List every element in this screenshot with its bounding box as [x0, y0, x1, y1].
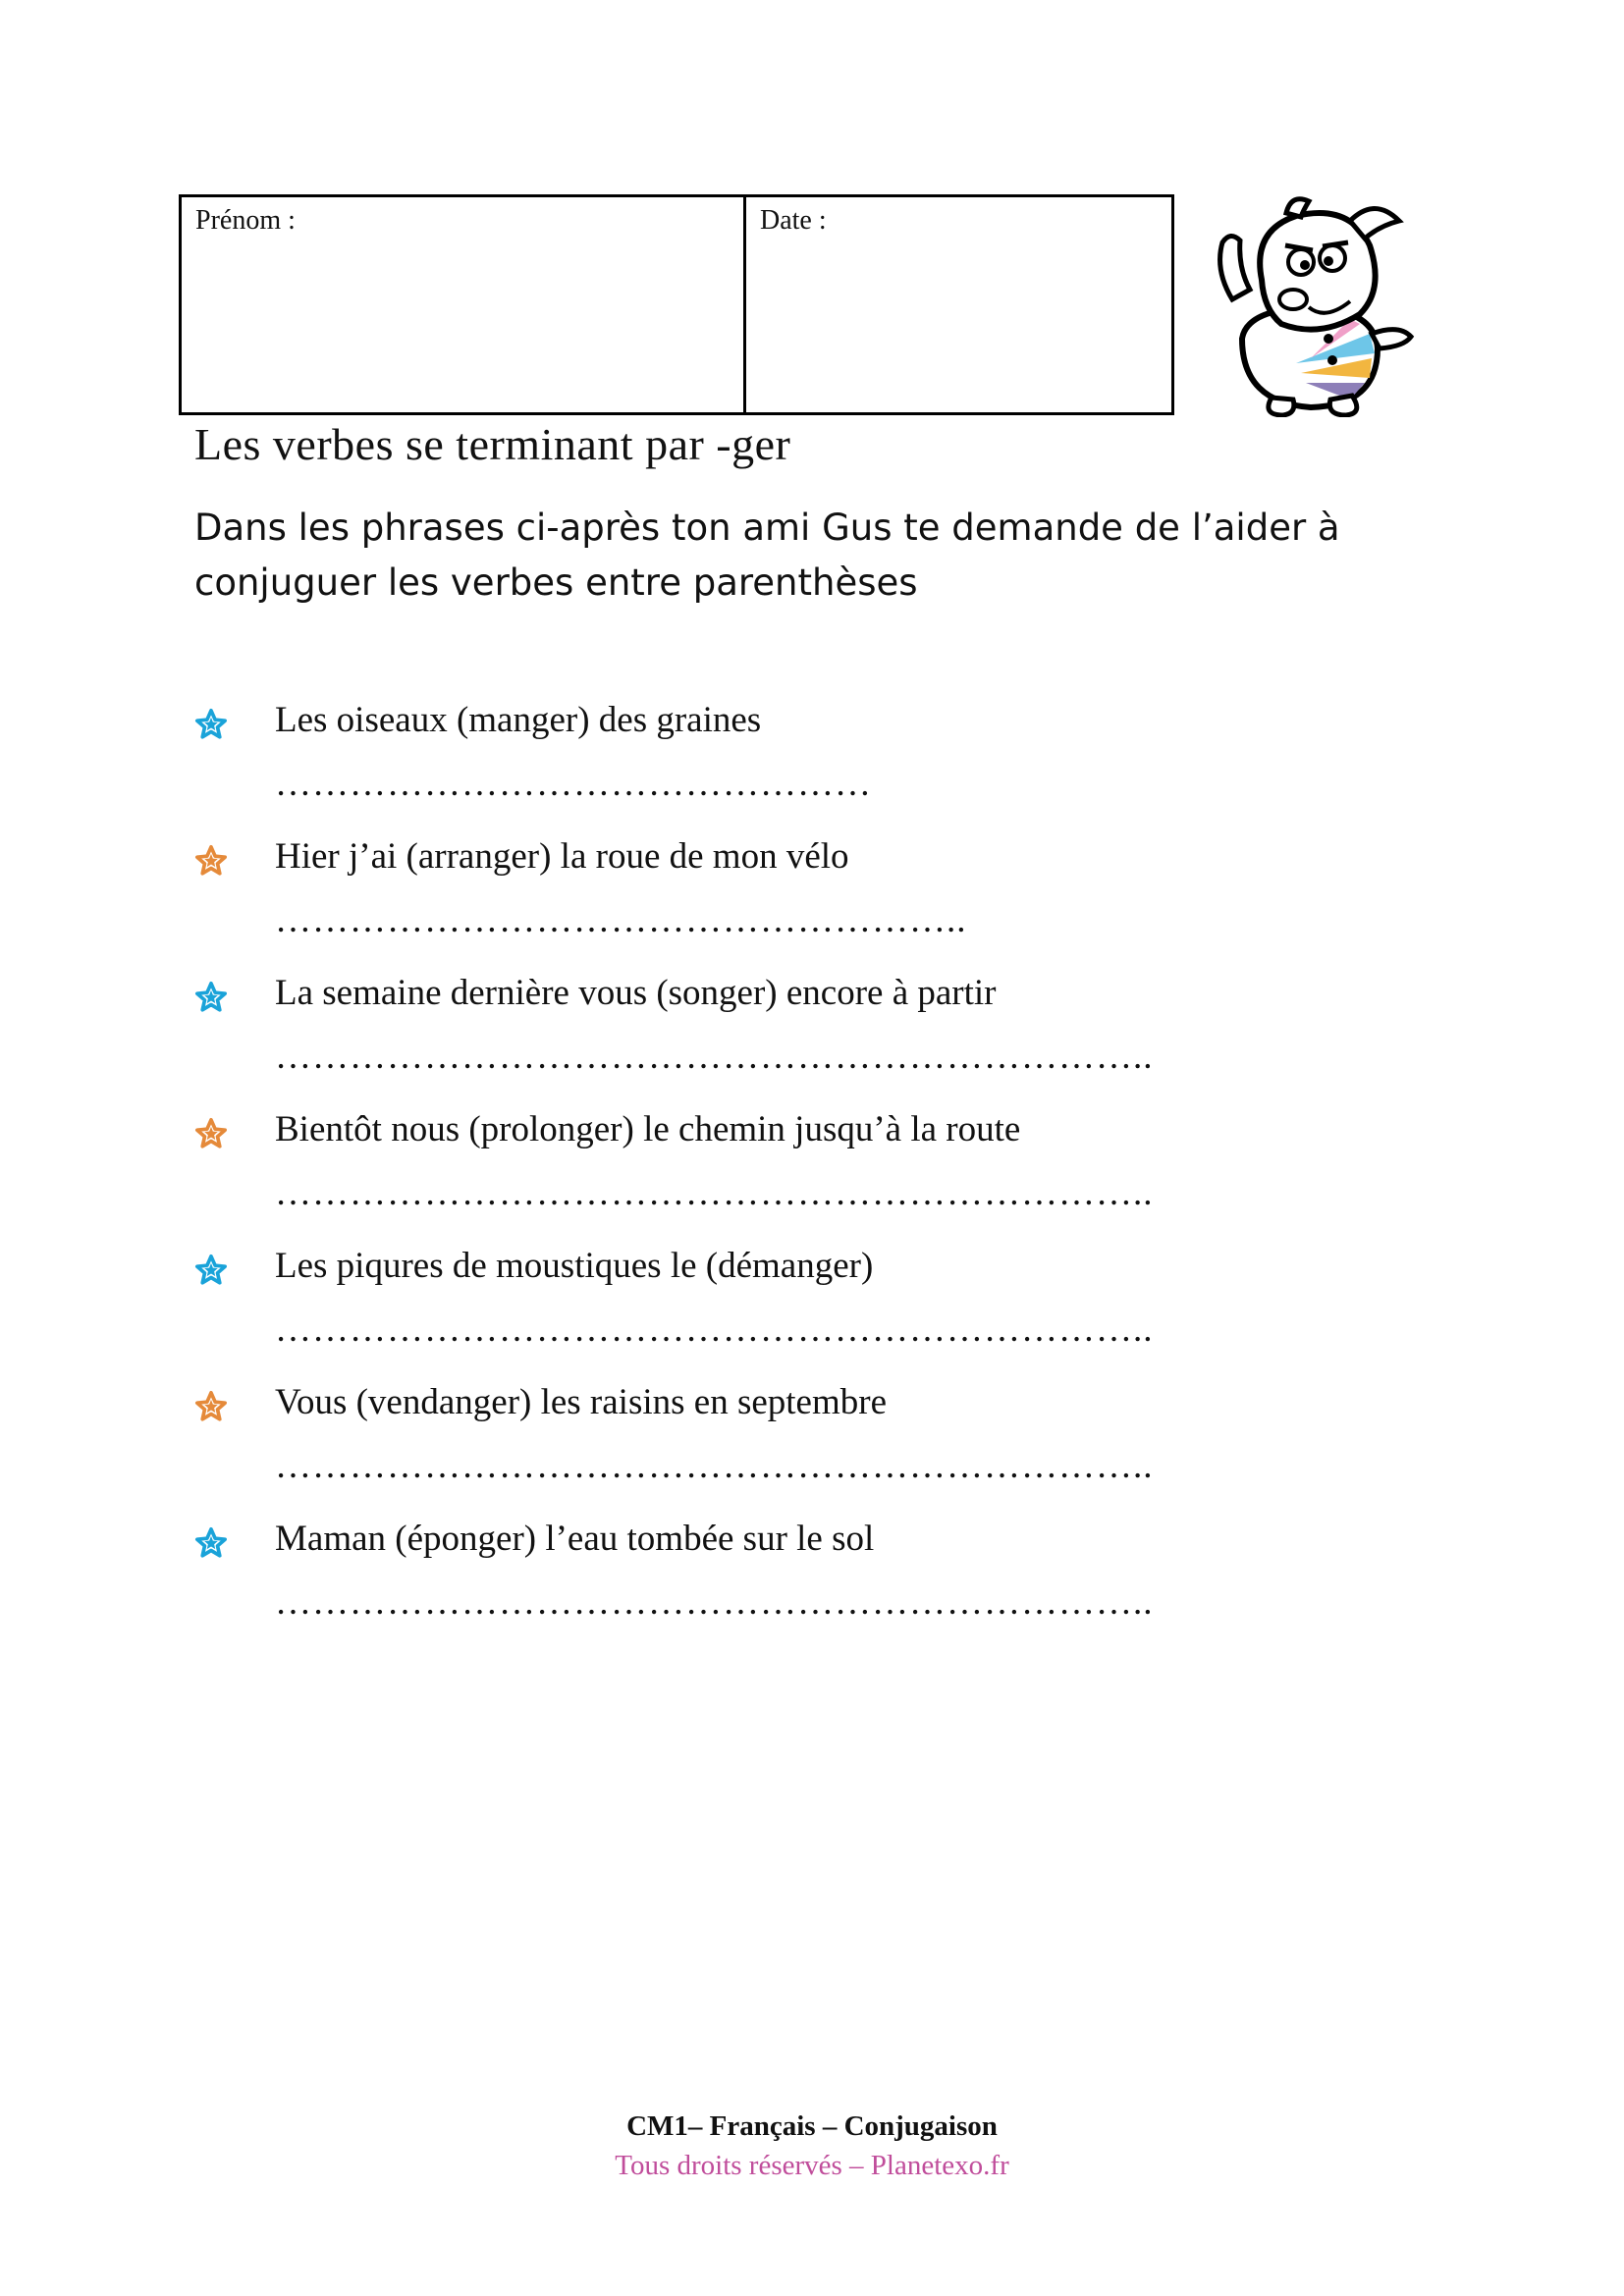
exercise-item: [194, 699, 1274, 835]
exercise-item: [194, 1245, 1274, 1381]
exercise-sentence: La semaine dernière vous (songer) encore à partir: [275, 973, 997, 1013]
firstname-label: Prénom :: [195, 205, 296, 236]
exercise-sentence: Les oiseaux (manger) des graines: [275, 700, 762, 740]
exercise-item: [194, 1381, 1274, 1518]
firstname-cell[interactable]: [182, 197, 746, 412]
date-label: Date :: [760, 205, 827, 236]
exercise-item: [194, 1108, 1274, 1245]
exercise-list: [194, 699, 1274, 1654]
answer-line[interactable]: ……………………………………………………………..: [275, 1309, 1154, 1350]
gus-mascot-icon: [1203, 191, 1419, 417]
exercise-item: [194, 972, 1274, 1108]
exercise-sentence: Vous (vendanger) les raisins en septembre: [275, 1382, 888, 1422]
instructions-text: Dans les phrases ci-après ton ami Gus te demande de l’aider à conjuguer les verbes entre parenthèses: [194, 507, 1340, 604]
answer-line[interactable]: ……………………………………………………………..: [275, 1173, 1154, 1213]
exercise-sentence: Les piqures de moustiques le (démanger): [275, 1246, 874, 1286]
exercise-sentence: Bientôt nous (prolonger) le chemin jusqu’à la route: [275, 1109, 1021, 1149]
name-date-table: [179, 194, 1174, 415]
orange-star-icon: [194, 1117, 228, 1150]
orange-star-icon: [194, 1390, 228, 1423]
blue-star-icon: [194, 1254, 228, 1287]
page-title: Les verbes se terminant par -ger: [194, 419, 791, 469]
answer-line[interactable]: ……………………………………………………………..: [275, 1037, 1154, 1077]
exercise-sentence: Maman (éponger) l’eau tombée sur le sol: [275, 1519, 875, 1559]
answer-line[interactable]: ……………………………………………………………..: [275, 1446, 1154, 1486]
answer-line[interactable]: …………………………………………: [275, 764, 872, 804]
footer-subject: CM1– Français – Conjugaison: [626, 2110, 998, 2142]
blue-star-icon: [194, 981, 228, 1014]
blue-star-icon: [194, 708, 228, 741]
answer-line[interactable]: ……………………………………………………………..: [275, 1582, 1154, 1623]
exercise-item: [194, 1518, 1274, 1654]
orange-star-icon: [194, 844, 228, 878]
date-cell[interactable]: [746, 197, 1171, 412]
blue-star-icon: [194, 1526, 228, 1560]
exercise-sentence: Hier j’ai (arranger) la roue de mon vélo: [275, 836, 849, 877]
answer-line[interactable]: ………………………………………………..: [275, 900, 967, 940]
exercise-item: [194, 835, 1274, 972]
footer-copyright: Tous droits réservés – Planetexo.fr: [615, 2150, 1009, 2181]
